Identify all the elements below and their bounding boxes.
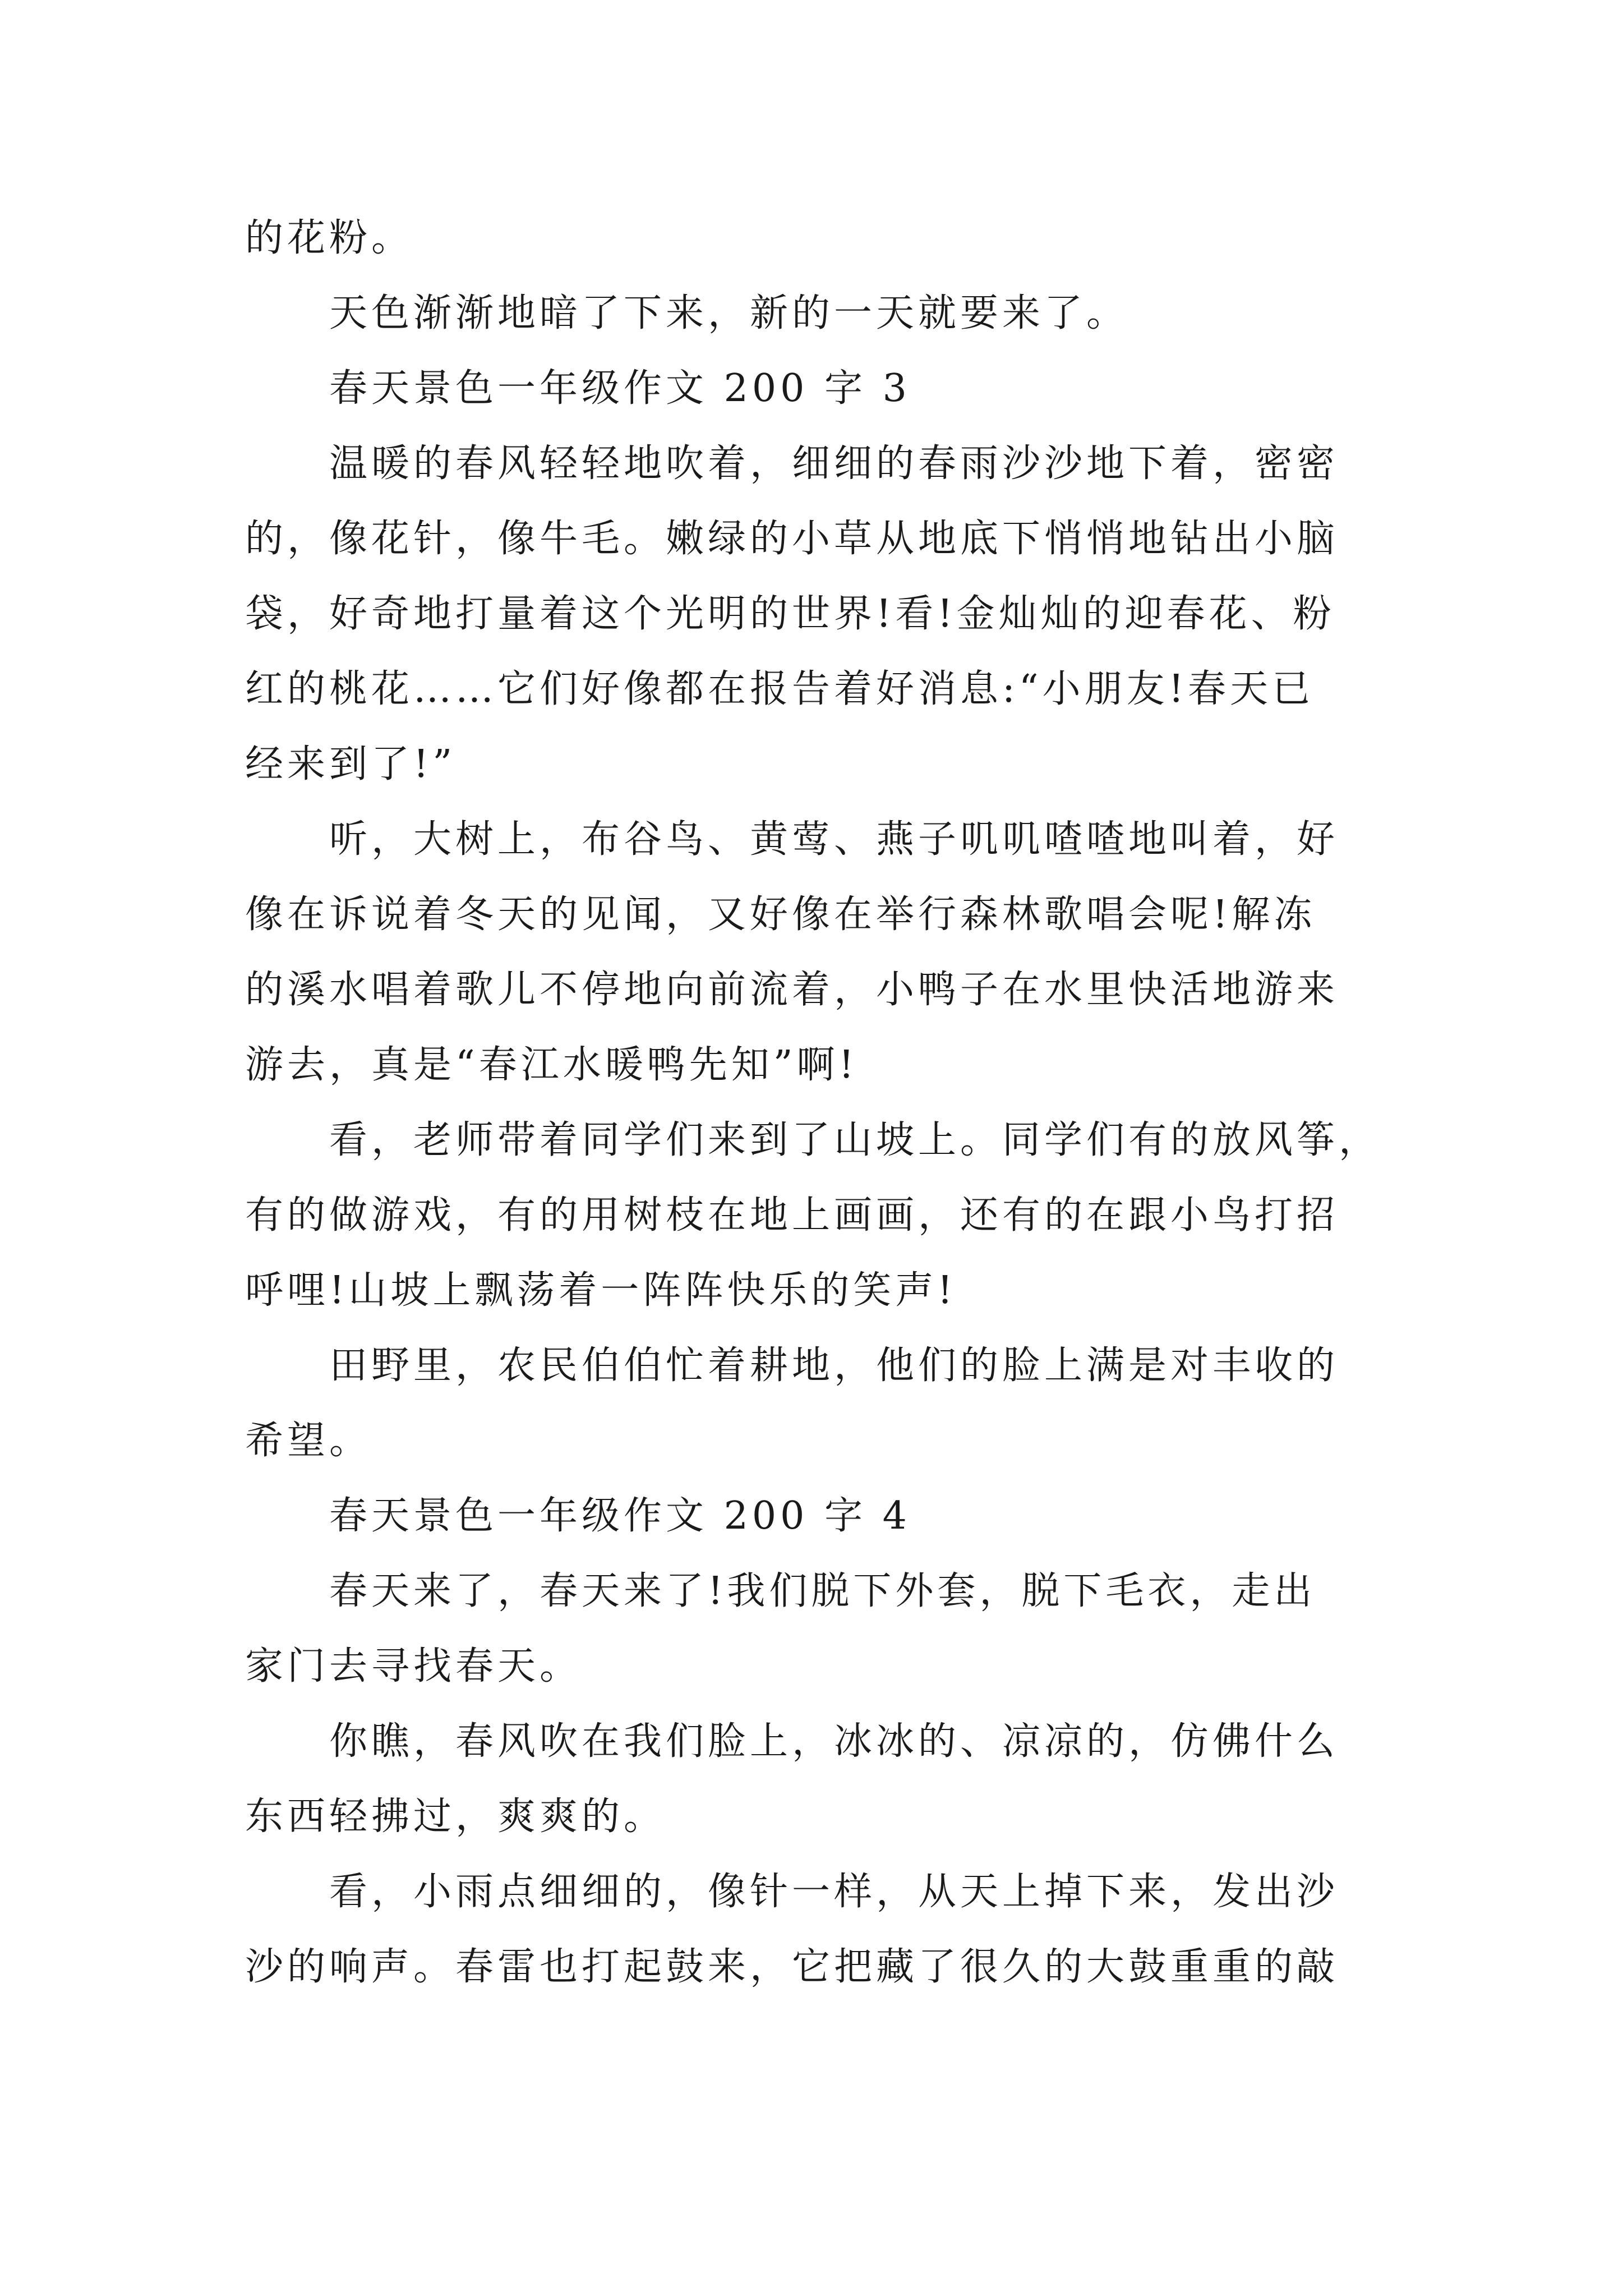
text-line: 的，像花针，像牛毛。嫩绿的小草从地底下悄悄地钻出小脑 <box>245 517 1339 561</box>
paragraph <box>245 201 1389 276</box>
text-line: 沙的响声。春雷也打起鼓来，它把藏了很久的大鼓重重的敲 <box>245 1945 1339 1989</box>
paragraph <box>245 1855 1389 2005</box>
section-heading <box>245 351 1389 426</box>
text-line: 东西轻拂过，爽爽的。 <box>245 1795 666 1839</box>
text-line: 温暖的春风轻轻地吹着，细细的春雨沙沙地下着，密密 <box>329 441 1339 486</box>
paragraph <box>245 1554 1389 1704</box>
text-line: 家门去寻找春天。 <box>245 1644 582 1688</box>
text-line: 天色渐渐地暗了下来，新的一天就要来了。 <box>329 291 1129 335</box>
text-line: 有的做游戏，有的用树枝在地上画画，还有的在跟小鸟打招 <box>245 1193 1339 1237</box>
paragraph <box>245 1103 1389 1328</box>
paragraph <box>245 1704 1389 1855</box>
text-line: 红的桃花……它们好像都在报告着好消息:“小朋友!春天已 <box>245 667 1315 711</box>
text-line: 游去，真是“春江水暖鸭先知”啊! <box>245 1043 858 1087</box>
text-line: 袋，好奇地打量着这个光明的世界!看!金灿灿的迎春花、粉 <box>245 592 1335 636</box>
section-heading <box>245 1479 1389 1554</box>
text-line: 田野里，农民伯伯忙着耕地，他们的脸上满是对丰收的 <box>329 1343 1339 1388</box>
text-line: 的花粉。 <box>245 216 414 260</box>
text-line: 看，小雨点细细的，像针一样，从天上掉下来，发出沙 <box>329 1870 1339 1914</box>
text-line: 希望。 <box>245 1419 372 1463</box>
paragraph <box>245 276 1389 351</box>
text-line: 的溪水唱着歌儿不停地向前流着，小鸭子在水里快活地游来 <box>245 968 1339 1012</box>
text-line: 春天来了，春天来了!我们脱下外套，脱下毛衣，走出 <box>329 1569 1316 1613</box>
text-line: 呼哩!山坡上飘荡着一阵阵快乐的笑声! <box>245 1268 957 1313</box>
text-line: 听，大树上，布谷鸟、黄莺、燕子叽叽喳喳地叫着，好 <box>329 817 1339 862</box>
text-line: 像在诉说着冬天的见闻，又好像在举行森林歌唱会呢!解冻 <box>245 892 1316 937</box>
document-body <box>245 201 1389 2005</box>
text-line: 你瞧，春风吹在我们脸上，冰冰的、凉凉的，仿佛什么 <box>329 1719 1339 1764</box>
paragraph <box>245 1328 1389 1479</box>
heading-text: 春天景色一年级作文 200 字 4 <box>329 1494 911 1538</box>
text-line: 看，老师带着同学们来到了山坡上。同学们有的放风筝， <box>329 1118 1381 1162</box>
heading-text: 春天景色一年级作文 200 字 3 <box>329 366 911 411</box>
text-line: 经来到了!” <box>245 742 457 786</box>
paragraph <box>245 426 1389 802</box>
paragraph <box>245 802 1389 1103</box>
